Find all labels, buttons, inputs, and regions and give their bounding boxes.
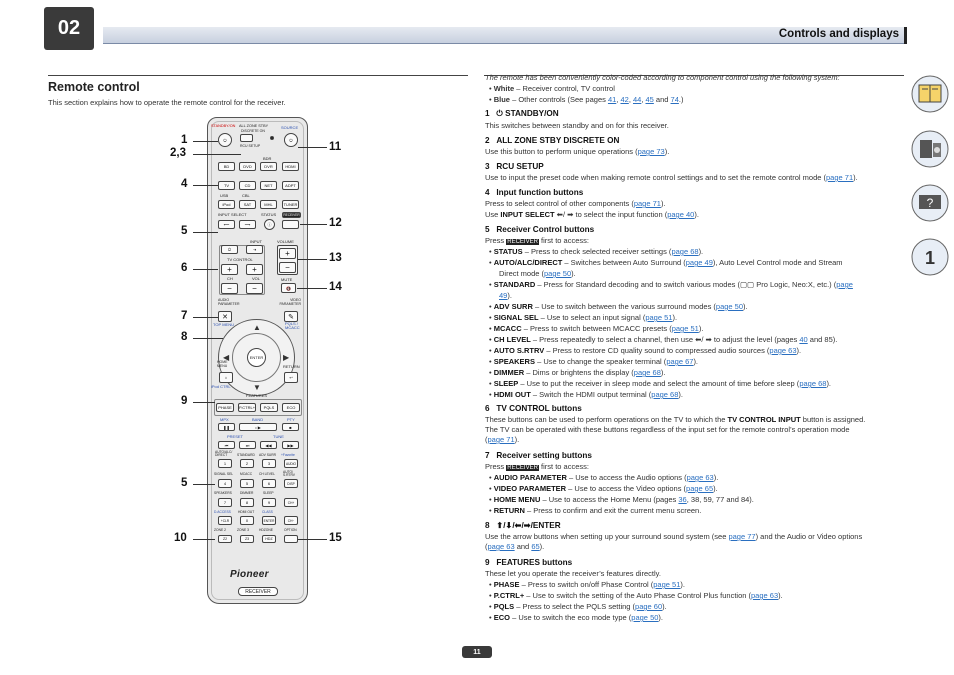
book-icon[interactable] bbox=[910, 74, 950, 114]
band-label: BAND bbox=[252, 417, 264, 422]
all-zone-label: ALL ZONE STBY bbox=[239, 124, 269, 128]
receiver-control-item: • STATUS – Press to check selected receiver settings (page 68). bbox=[489, 247, 704, 256]
item-text: – Press repeatedly to select a channel, then use ⬅/ ➡ to adjust the level (pages bbox=[530, 335, 800, 344]
heading-4: 4 Input function buttons bbox=[485, 188, 584, 197]
item-text: – Use to change the speaker terminal ( bbox=[534, 357, 667, 366]
receiver-tag-2: RECEIVER bbox=[507, 465, 538, 471]
tv-ch-down-button[interactable]: − bbox=[221, 283, 238, 294]
net-button[interactable]: NET bbox=[260, 181, 277, 190]
desc-6c: (page 71). bbox=[485, 435, 520, 444]
receiver-control-item: • AUTO/ALC/DIRECT – Switches between Auto Surround (page 49), Auto Level Control mode and Stream bbox=[489, 258, 843, 267]
zone2-label: ZONE 2 bbox=[214, 528, 226, 532]
desc-1: This switches between standby and on for this receiver. bbox=[485, 121, 669, 130]
digit-1-button[interactable]: 1 bbox=[218, 459, 232, 468]
desc-4a: Press to select control of other components (page 71). bbox=[485, 199, 666, 208]
eco-button[interactable]: ECO bbox=[282, 403, 300, 412]
section-header-bar bbox=[103, 27, 907, 44]
volume-up-button[interactable]: + bbox=[279, 248, 296, 259]
callout-5a: 5 bbox=[181, 225, 188, 237]
dimmer-label: DIMMER bbox=[240, 491, 254, 495]
blue-item: • Blue – Other controls (See pages 41, 42, 44, 45 and 74.) bbox=[489, 95, 684, 104]
callout-6: 6 bbox=[181, 262, 188, 274]
receiver-control-item: • SLEEP – Use to put the receiver in sleep mode and select the amount of time before sleep (page 68). bbox=[489, 379, 832, 388]
heading-8: 8 ⬆/⬇/⬅/➡/ENTER bbox=[485, 521, 561, 530]
input-label: INPUT bbox=[250, 239, 262, 244]
ch-plus-button[interactable]: CH+ bbox=[284, 498, 298, 507]
ipod-ctrl-label: iPod CTRL bbox=[211, 384, 231, 389]
item-end: ). bbox=[571, 269, 576, 278]
receiver-mode-button[interactable]: RECEIVER bbox=[283, 213, 300, 217]
desc-9: These let you operate the receiver’s features directly. bbox=[485, 569, 661, 578]
desc-4b: Use INPUT SELECT ⬅/ ➡ to select the input function (page 40). bbox=[485, 210, 699, 219]
item-text: – Press to check selected receiver settings ( bbox=[522, 247, 672, 256]
receiver-setting-item: • HOME MENU – Use to access the Home Menu (pages 36, 38, 59, 77 and 84). bbox=[489, 495, 754, 504]
next-button[interactable]: ⏭ bbox=[239, 441, 256, 449]
return-label: RETURN bbox=[283, 364, 300, 369]
item-link[interactable]: 40 bbox=[799, 335, 808, 344]
link-page-40[interactable]: page 40 bbox=[667, 210, 695, 219]
item-end: ). bbox=[680, 580, 685, 589]
callout-8: 8 bbox=[181, 331, 188, 343]
audio-parameter-button[interactable]: ✕ bbox=[218, 311, 232, 322]
callout-1: 1 bbox=[181, 134, 188, 146]
item-text: – Use to select an input signal ( bbox=[538, 313, 646, 322]
ch-level-label: CH LEVEL bbox=[259, 472, 275, 476]
heading-5: 5 Receiver Control buttons bbox=[485, 225, 595, 234]
item-text: – Press to switch between MCACC presets ( bbox=[521, 324, 672, 333]
svg-text:?: ? bbox=[926, 196, 934, 210]
cd-button[interactable]: CD bbox=[239, 181, 256, 190]
item-name: ADV SURR bbox=[493, 302, 533, 311]
item-end: ). bbox=[698, 247, 704, 256]
callout-2-3: 2,3 bbox=[170, 147, 186, 159]
item-name: AUDIO PARAMETER bbox=[493, 473, 567, 482]
item-link[interactable]: page 68 bbox=[671, 247, 699, 256]
sleep-label: SLEEP bbox=[263, 491, 274, 495]
usb-label: USB bbox=[220, 193, 229, 198]
link-page-73[interactable]: page 73 bbox=[637, 147, 665, 156]
input-select-right-button[interactable]: ⟶ bbox=[239, 220, 256, 229]
item-name: STATUS bbox=[493, 247, 523, 256]
pause-button[interactable]: ❚❚ bbox=[218, 423, 235, 431]
favorite-label: +Favorite bbox=[281, 453, 295, 457]
all-zone-button[interactable] bbox=[240, 134, 253, 142]
receiver-setting-item: • VIDEO PARAMETER – Use to access the Video options (page 65). bbox=[489, 484, 718, 493]
tv-vol-up-button[interactable]: + bbox=[246, 264, 263, 275]
digit-5-button[interactable]: 5 bbox=[240, 479, 254, 488]
item-link[interactable]: 36 bbox=[678, 495, 687, 504]
item-name: AUTO/ALC/DIRECT bbox=[493, 258, 563, 267]
callout-5b: 5 bbox=[181, 477, 188, 489]
item-link[interactable]: page bbox=[836, 280, 853, 289]
ipod-button[interactable]: iPod bbox=[218, 200, 235, 209]
home-menu-label: HOME MENU bbox=[217, 360, 228, 368]
svg-text:1: 1 bbox=[924, 248, 936, 268]
dvr-button[interactable]: DVR bbox=[260, 162, 277, 171]
item-end: ). bbox=[660, 368, 666, 377]
item-end: , 38, 59, 77 and 84). bbox=[686, 495, 754, 504]
receiver-control-item: • STANDARD – Press for Standard decoding and to switch various modes (▢▢ Pro Logic, Neo:X, etc.) (page bbox=[489, 280, 853, 289]
signal-sel-label: SIGNAL SEL bbox=[214, 472, 234, 476]
auto-srtrv-label: AUTO/ S.RTRV bbox=[283, 470, 295, 478]
item-text: – Use to access the Video options ( bbox=[566, 484, 687, 493]
stop-button[interactable]: ■ bbox=[282, 423, 299, 431]
hdz-button[interactable]: HDZ bbox=[262, 535, 276, 543]
color-code-lead: The remote has been conveniently color-coded according to component control using the following system: bbox=[485, 73, 840, 82]
tv-power-button[interactable]: ⏻ bbox=[221, 245, 238, 254]
bdr-label: BDR bbox=[263, 156, 272, 161]
item-end: ), Auto Level Control mode and Stream bbox=[712, 258, 843, 267]
item-end: ). bbox=[662, 602, 667, 611]
receiver-control-item bbox=[499, 269, 917, 280]
item-text: Direct mode ( bbox=[499, 269, 545, 278]
heading-2: 2 ALL ZONE STBY DISCRETE ON bbox=[485, 136, 620, 145]
left-arrow-icon[interactable]: ◀ bbox=[223, 353, 230, 362]
item-link[interactable]: page 63 bbox=[686, 473, 714, 482]
receiver-tag: RECEIVER bbox=[507, 239, 538, 245]
status-label: STATUS bbox=[261, 212, 277, 217]
pty-label: PTY bbox=[287, 417, 295, 422]
mute-label: MUTE bbox=[281, 277, 293, 282]
receiver-button[interactable] bbox=[282, 220, 299, 229]
rewind-button[interactable]: ◀◀ bbox=[260, 441, 277, 449]
item-name: VIDEO PARAMETER bbox=[493, 484, 567, 493]
tv-control-label: TV CONTROL bbox=[227, 257, 253, 262]
item-text: – Use to access the Home Menu (pages bbox=[540, 495, 679, 504]
callout-7: 7 bbox=[181, 310, 188, 322]
callout-13: 13 bbox=[329, 252, 342, 264]
header-mark bbox=[904, 27, 907, 44]
link-page-71c[interactable]: page 71 bbox=[487, 435, 515, 444]
callout-12: 12 bbox=[329, 217, 342, 229]
digit-9-button[interactable]: 9 bbox=[262, 498, 276, 507]
link-page-71b[interactable]: page 71 bbox=[633, 199, 661, 208]
digit-7-button[interactable]: 7 bbox=[218, 498, 232, 507]
heading-9: 9 FEATURES buttons bbox=[485, 558, 573, 567]
z3-button[interactable]: Z3 bbox=[240, 535, 254, 543]
discrete-label: DISCRETE ON bbox=[241, 129, 265, 133]
ch-minus-button[interactable]: CH− bbox=[284, 516, 298, 525]
item-name: RETURN bbox=[493, 506, 525, 515]
item-text: – Press to restore CD quality sound to compressed audio sources ( bbox=[544, 346, 770, 355]
item-end: ). bbox=[826, 379, 832, 388]
dvd-button[interactable]: DVD bbox=[239, 162, 256, 171]
mpx-label: MPX bbox=[220, 417, 229, 422]
item-text: – Use to access the Audio options ( bbox=[566, 473, 687, 482]
item-link[interactable]: page 67 bbox=[666, 357, 694, 366]
item-name: SPEAKERS bbox=[493, 357, 535, 366]
receiver-control-item: • DIMMER – Dims or brightens the display (page 68). bbox=[489, 368, 666, 377]
home-menu-button[interactable]: ⌂ bbox=[219, 372, 233, 383]
input-select-left-button[interactable]: ⟵ bbox=[218, 220, 235, 229]
item-name: PQLS bbox=[493, 602, 515, 611]
item-end: ). bbox=[713, 484, 718, 493]
link-page-65[interactable]: 65 bbox=[531, 542, 540, 551]
tune-label: TUNE bbox=[273, 434, 284, 439]
item-name: AUTO S.RTRV bbox=[493, 346, 545, 355]
link-page-45[interactable]: 45 bbox=[645, 95, 654, 104]
hdzone-label: HDZONE bbox=[259, 528, 273, 532]
d-access-label: D.ACCESS bbox=[214, 510, 231, 514]
hdmi-out-label: HDMI OUT bbox=[238, 510, 255, 514]
mcacc-label: MCACC bbox=[240, 472, 253, 476]
callout-15: 15 bbox=[329, 532, 342, 544]
desc-7: Press RECEIVER first to access: bbox=[485, 462, 589, 471]
features-item: • ECO – Use to switch the eco mode type (page 50). bbox=[489, 613, 664, 622]
desc-6b: The TV can be operated with these buttons regardless of the input set for the remote control’s operation mode bbox=[485, 425, 850, 434]
item-link[interactable]: page 50 bbox=[715, 302, 744, 311]
receiver-control-item: • SIGNAL SEL – Use to select an input signal (page 51). bbox=[489, 313, 678, 322]
section-header-title: Controls and displays bbox=[778, 28, 899, 40]
item-end: ). bbox=[778, 591, 783, 600]
digit-2-button[interactable]: 2 bbox=[240, 459, 254, 468]
receiver-control-item: • HDMI OUT – Switch the HDMI output terminal (page 68). bbox=[489, 390, 683, 399]
up-arrow-icon[interactable]: ▲ bbox=[253, 323, 261, 332]
digit-3-button[interactable]: 3 bbox=[262, 459, 276, 468]
standby-button[interactable]: ⏻ bbox=[218, 133, 232, 147]
link-page-77[interactable]: page 77 bbox=[728, 532, 756, 541]
callout-9: 9 bbox=[181, 395, 188, 407]
chapter-badge: 02 bbox=[44, 7, 94, 50]
receiver-control-item bbox=[499, 291, 917, 302]
volume-label: VOLUME bbox=[277, 239, 294, 244]
standby-label: STANDBY/ON bbox=[211, 124, 236, 128]
item-text: – Use to put the receiver in sleep mode and select the amount of time before sleep ( bbox=[518, 379, 800, 388]
source-label: SOURCE bbox=[281, 125, 299, 130]
heading-6: 6 TV CONTROL buttons bbox=[485, 404, 582, 413]
audio-button[interactable]: AUDIO bbox=[284, 459, 298, 468]
item-name: HDMI OUT bbox=[493, 390, 531, 399]
forward-button[interactable]: ▶▶ bbox=[282, 441, 299, 449]
features-item: • PQLS – Press to select the PQLS setting (page 60). bbox=[489, 602, 667, 611]
pqls-button[interactable]: PQLS bbox=[260, 403, 278, 412]
item-link[interactable]: page 65 bbox=[686, 484, 714, 493]
video-parameter-label: VIDEO PARAMETER bbox=[279, 298, 301, 306]
return-button[interactable]: ↩ bbox=[284, 372, 298, 383]
digit-6-button[interactable]: 6 bbox=[262, 479, 276, 488]
item-link[interactable]: page 68 bbox=[799, 379, 827, 388]
bd-button[interactable]: BD bbox=[218, 162, 235, 171]
rcu-setup-button[interactable] bbox=[270, 136, 274, 140]
play-button[interactable]: • ▶ bbox=[239, 423, 277, 431]
item-text: – Press to confirm and exit the current menu screen. bbox=[524, 506, 702, 515]
phase-button[interactable]: PHASE bbox=[216, 403, 234, 412]
desc-3: Use to input the preset code when making remote control settings and to set the remote control mode (page 71). bbox=[485, 173, 858, 182]
item-name: PHASE bbox=[493, 580, 520, 589]
callout-4: 4 bbox=[181, 178, 188, 190]
item-name: P.CTRL+ bbox=[493, 591, 525, 600]
zone3-label: ZONE 3 bbox=[237, 528, 249, 532]
speakers-label: SPEAKERS bbox=[214, 491, 232, 495]
top-menu-label: TOP MENU bbox=[213, 322, 234, 327]
enter-button[interactable]: ENTER bbox=[247, 348, 266, 367]
item-link[interactable]: page 50 bbox=[631, 613, 659, 622]
desc-8a: Use the arrow buttons when setting up your surround sound system (see page 77) and the Audio or Video options bbox=[485, 532, 863, 541]
input-select-label: INPUT SELECT bbox=[218, 212, 247, 217]
heading-7: 7 Receiver setting buttons bbox=[485, 451, 592, 460]
heading-3: 3 RCU SETUP bbox=[485, 162, 544, 171]
class-label: CLASS bbox=[262, 510, 273, 514]
item-text: – Use to switch the eco mode type ( bbox=[509, 613, 632, 622]
vol-label: VOL bbox=[252, 276, 261, 281]
adv-surr-label: ADV SURR bbox=[259, 453, 277, 457]
tv-button[interactable]: TV bbox=[218, 181, 235, 190]
item-text: – Switch the HDMI output terminal ( bbox=[530, 390, 652, 399]
prev-button[interactable]: ⏮ bbox=[218, 441, 235, 449]
page-number: 11 bbox=[462, 646, 492, 658]
adpt-button[interactable]: ADPT bbox=[282, 181, 299, 190]
item-end: and 85). bbox=[807, 335, 838, 344]
preset-label: PRESET bbox=[227, 434, 244, 439]
receiver-control-item: • AUTO S.RTRV – Press to restore CD quality sound to compressed audio sources (page 63). bbox=[489, 346, 802, 355]
link-page-41[interactable]: 41 bbox=[607, 95, 617, 104]
receiver-control-item: • ADV SURR – Use to switch between the various surround modes (page 50). bbox=[489, 302, 748, 311]
item-end: ). bbox=[658, 613, 664, 622]
item-end: ). bbox=[693, 357, 699, 366]
tv-ch-up-button[interactable]: + bbox=[221, 264, 238, 275]
link-page-44[interactable]: 44 bbox=[632, 95, 642, 104]
item-name: ECO bbox=[493, 613, 510, 622]
sat-button[interactable]: SAT bbox=[239, 200, 256, 209]
volume-down-button[interactable]: − bbox=[279, 262, 296, 273]
link-page-63[interactable]: page 63 bbox=[487, 542, 515, 551]
desc-8b: (page 63 and 65). bbox=[485, 542, 545, 551]
item-link[interactable]: page 49 bbox=[685, 258, 713, 267]
item-name: SIGNAL SEL bbox=[493, 313, 539, 322]
item-link[interactable]: 49 bbox=[499, 291, 508, 300]
settings-icon[interactable] bbox=[910, 129, 950, 169]
mhl-button[interactable]: MHL bbox=[260, 200, 277, 209]
link-page-42[interactable]: 42 bbox=[620, 95, 629, 104]
auto-alc-label: AUTO/ALC/ DIRECT bbox=[215, 450, 233, 458]
item-text: – Press to select the PQLS setting ( bbox=[514, 602, 636, 611]
page-title: Remote control bbox=[48, 80, 140, 94]
desc-2: Use this button to perform unique operations (page 73). bbox=[485, 147, 670, 156]
heading-1: 1 ⏻ STANDBY/ON bbox=[485, 109, 559, 118]
receiver-control-item: • SPEAKERS – Use to change the speaker terminal (page 67). bbox=[489, 357, 699, 366]
receiver-control-item: • MCACC – Press to switch between MCACC presets (page 51). bbox=[489, 324, 704, 333]
z2-button[interactable]: Z2 bbox=[218, 535, 232, 543]
features-item: • PHASE – Press to switch on/off Phase Control (page 51). bbox=[489, 580, 685, 589]
item-text: – Use to switch between the various surround modes ( bbox=[532, 302, 716, 311]
pioneer-logo: Pioneer bbox=[230, 569, 269, 580]
tv-vol-down-button[interactable]: − bbox=[246, 283, 263, 294]
item-end: ). bbox=[698, 324, 704, 333]
features-item: • P.CTRL+ – Use to switch the setting of the Auto Phase Control Plus function (page 63). bbox=[489, 591, 783, 600]
right-arrow-icon[interactable]: ▶ bbox=[283, 353, 290, 362]
item-name: MCACC bbox=[493, 324, 522, 333]
clr-button[interactable]: +CLR bbox=[218, 516, 232, 525]
item-end: ). bbox=[507, 291, 512, 300]
item-name: CH LEVEL bbox=[493, 335, 531, 344]
source-button[interactable]: ⏻ bbox=[284, 133, 298, 147]
item-name: STANDARD bbox=[493, 280, 536, 289]
item-link[interactable]: page 68 bbox=[633, 368, 661, 377]
item-end: ). bbox=[796, 346, 802, 355]
item-text: – Press to switch on/off Phase Control ( bbox=[519, 580, 654, 589]
item-name: DIMMER bbox=[493, 368, 525, 377]
item-link[interactable]: page 63 bbox=[751, 591, 779, 600]
disp-button[interactable]: DISP bbox=[284, 479, 298, 488]
callout-10: 10 bbox=[174, 532, 187, 544]
item-end: ). bbox=[678, 390, 683, 399]
option-button[interactable] bbox=[284, 535, 298, 543]
callout-11: 11 bbox=[329, 141, 342, 153]
digit-4-button[interactable]: 4 bbox=[218, 479, 232, 488]
item-link[interactable]: page 51 bbox=[645, 313, 673, 322]
item-text: – Switches between Auto Surround ( bbox=[562, 258, 686, 267]
pctrl-button[interactable]: P.CTRL+ bbox=[238, 405, 256, 410]
receiver-control-item: • CH LEVEL – Press repeatedly to select a channel, then use ⬅/ ➡ to adjust the level (pages 40 and 85). bbox=[489, 335, 838, 344]
item-end: ). bbox=[743, 302, 748, 311]
item-link[interactable]: page 63 bbox=[769, 346, 797, 355]
mute-button[interactable]: 🔇 bbox=[281, 283, 296, 293]
appendix-icon[interactable] bbox=[910, 237, 950, 277]
item-link[interactable]: page 51 bbox=[653, 580, 681, 589]
receiver-setting-item: • RETURN – Press to confirm and exit the current menu screen. bbox=[489, 506, 702, 515]
pqls-mcacc-label: PQLS / MCACC bbox=[285, 321, 300, 330]
down-arrow-icon[interactable]: ▼ bbox=[253, 383, 261, 392]
cbl-label: CBL bbox=[242, 193, 250, 198]
white-item: • White – Receiver control, TV control bbox=[489, 84, 615, 93]
link-page-71[interactable]: page 71 bbox=[826, 173, 854, 182]
faq-icon[interactable] bbox=[910, 183, 950, 223]
item-link[interactable]: page 60 bbox=[635, 602, 663, 611]
intro-text: This section explains how to operate the remote control for the receiver. bbox=[48, 98, 286, 107]
item-text: – Dims or brightens the display ( bbox=[524, 368, 634, 377]
features-label: FEATURES bbox=[246, 393, 268, 398]
desc-5: Press RECEIVER first to access: bbox=[485, 236, 589, 245]
rcu-label: RCU SETUP bbox=[240, 144, 261, 148]
digit-8-button[interactable]: 8 bbox=[240, 498, 254, 507]
option-label: OPTION bbox=[284, 528, 297, 532]
item-end: ). bbox=[713, 473, 719, 482]
hdmi-button[interactable]: HDMI bbox=[282, 162, 299, 171]
tv-input-button[interactable]: ⇥ bbox=[246, 245, 263, 254]
item-name: SLEEP bbox=[493, 379, 519, 388]
item-end: ). bbox=[672, 313, 678, 322]
item-text: – Press for Standard decoding and to switch various modes (▢▢ Pro Logic, Neo:X, etc.) ( bbox=[535, 280, 837, 289]
item-link[interactable]: page 51 bbox=[671, 324, 699, 333]
video-parameter-button[interactable]: ✎ bbox=[284, 311, 298, 322]
item-text: – Use to switch the setting of the Auto Phase Control Plus function ( bbox=[524, 591, 752, 600]
item-link[interactable]: page 68 bbox=[651, 390, 679, 399]
desc-6a: These buttons can be used to perform operations on the TV to which the TV CONTROL INPUT button is assigned. bbox=[485, 415, 866, 424]
ch-label: CH bbox=[227, 276, 233, 281]
item-link[interactable]: page 50 bbox=[544, 269, 572, 278]
audio-parameter-label: AUDIO PARAMETER bbox=[218, 298, 240, 306]
enter-small-button[interactable]: ENTER bbox=[262, 516, 276, 525]
left-divider bbox=[48, 75, 468, 76]
receiver-setting-item: • AUDIO PARAMETER – Use to access the Audio options (page 63). bbox=[489, 473, 719, 482]
link-page-74[interactable]: 74 bbox=[670, 95, 679, 104]
status-button[interactable]: ⓘ bbox=[264, 219, 275, 230]
standard-label: STANDARD bbox=[237, 453, 255, 457]
item-name: HOME MENU bbox=[493, 495, 541, 504]
receiver-mode-label: RECEIVER bbox=[238, 587, 278, 596]
tuner-button[interactable]: TUNER bbox=[283, 202, 298, 207]
callout-14: 14 bbox=[329, 281, 342, 293]
digit-0-button[interactable]: 0 bbox=[240, 516, 254, 525]
